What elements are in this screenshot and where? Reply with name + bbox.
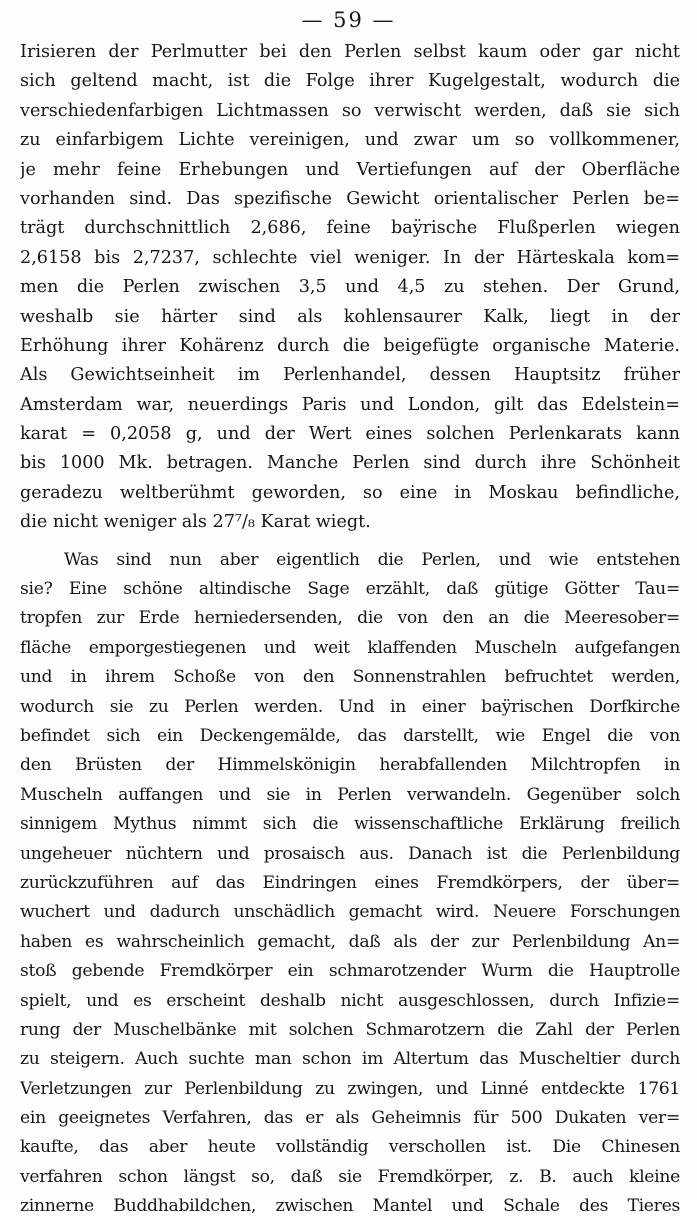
text-line: Was sind nun aber eigentlich die Perlen, und wie entstehen [64, 549, 680, 570]
text-line: weshalb sie härter sind als kohlensaurer Kalk, liegt in der [20, 306, 680, 327]
text-line: kaufte, das aber heute vollständig verschollen ist. Die Chinesen [20, 1137, 680, 1158]
text-line: wodurch sie zu Perlen werden. Und in einer baÿrischen Dorfkirche [20, 696, 680, 717]
text-line: Verletzungen zur Perlenbildung zu zwingen, und Linné entdeckte 1761 [20, 1078, 680, 1099]
paragraph-gap [20, 538, 680, 546]
text-line: spielt, und es erscheint deshalb nicht ausgeschlossen, durch Infizie= [20, 990, 680, 1011]
text-line: zinnerne Buddhabildchen, zwischen Mantel und Schale des Tieres [20, 1196, 680, 1217]
text-line: zurückzuführen auf das Eindringen eines Fremdkörpers, der über= [20, 872, 680, 893]
text-line: 2,6158 bis 2,7237, schlechte viel weniger. In der Härteskala kom= [20, 247, 680, 268]
text-line: geradezu weltberühmt geworden, so eine in Moskau befindliche, [20, 482, 680, 503]
page-number: — 59 — [301, 8, 396, 32]
text-line: Amsterdam war, neuerdings Paris und London, gilt das Edelstein= [20, 394, 680, 415]
text-line: wuchert und dadurch unschädlich gemacht wird. Neuere Forschungen [20, 902, 680, 923]
paragraph-pearl-origin [20, 546, 680, 1222]
text-line: die nicht weniger als 27⁷/₈ Karat wiegt. [20, 512, 371, 533]
text-line: vorhanden sind. Das spezifische Gewicht orientalischer Perlen be= [20, 188, 680, 209]
text-line: men die Perlen zwischen 3,5 und 4,5 zu stehen. Der Grund, [20, 277, 680, 298]
text-line: Erhöhung ihrer Kohärenz durch die beigefügte organische Materie. [20, 335, 680, 356]
text-line: zu einfarbigem Lichte vereinigen, und zwar um so vollkommener, [20, 130, 680, 151]
text-line: ungeheuer nüchtern und prosaisch aus. Danach ist die Perlenbildung [20, 843, 680, 864]
text-line: trägt durchschnittlich 2,686, feine baÿrische Flußperlen wiegen [20, 218, 680, 239]
text-line: sich geltend macht, ist die Folge ihrer Kugelgestalt, wodurch die [20, 71, 680, 92]
text-line: ein geeignetes Verfahren, das er als Geheimnis für 500 Dukaten ver= [20, 1108, 680, 1129]
text-line: zu steigern. Auch suchte man schon im Altertum das Muscheltier durch [20, 1049, 680, 1070]
text-line: tropfen zur Erde herniedersenden, die von den an die Meeresober= [20, 608, 680, 629]
text-line: karat = 0,2058 g, und der Wert eines solchen Perlenkarats kann [20, 424, 680, 445]
text-line: Muscheln auffangen und sie in Perlen verwandeln. Gegenüber solch [20, 784, 680, 805]
text-line: Als Gewichtseinheit im Perlenhandel, dessen Hauptsitz früher [20, 365, 680, 386]
text-line: rung der Muschelbänke mit solchen Schmarotzern die Zahl der Perlen [20, 1019, 680, 1040]
text-line: sinnigem Mythus nimmt sich die wissenschaftliche Erklärung freilich [20, 814, 680, 835]
text-line: stoß gebende Fremdkörper ein schmarotzender Wurm die Hauptrolle [20, 961, 680, 982]
text-line: und in ihrem Schoße von den Sonnenstrahlen befruchtet werden, [20, 667, 680, 688]
text-line: den Brüsten der Himmelskönigin herabfallenden Milchtropfen in [20, 755, 680, 776]
text-line: bis 1000 Mk. betragen. Manche Perlen sind durch ihre Schönheit [20, 453, 680, 474]
paragraph-pearl-properties [20, 38, 680, 538]
text-line: verschiedenfarbigen Lichtmassen so verwischt werden, daß sie sich [20, 100, 680, 121]
text-line: haben es wahrscheinlich gemacht, daß als der zur Perlenbildung An= [20, 931, 680, 952]
text-line: fläche emporgestiegenen und weit klaffenden Muscheln aufgefangen [20, 637, 680, 658]
text-line: je mehr feine Erhebungen und Vertiefungen auf der Oberfläche [20, 159, 680, 180]
text-line: sie? Eine schöne altindische Sage erzählt, daß gütige Götter Tau= [20, 579, 680, 600]
text-line: verfahren schon längst so, daß sie Fremdkörper, z. B. auch kleine [20, 1166, 680, 1187]
body-text [20, 38, 680, 1222]
text-line: befindet sich ein Deckengemälde, das darstellt, wie Engel die von [20, 725, 680, 746]
text-line: Irisieren der Perlmutter bei den Perlen selbst kaum oder gar nicht [20, 42, 680, 62]
